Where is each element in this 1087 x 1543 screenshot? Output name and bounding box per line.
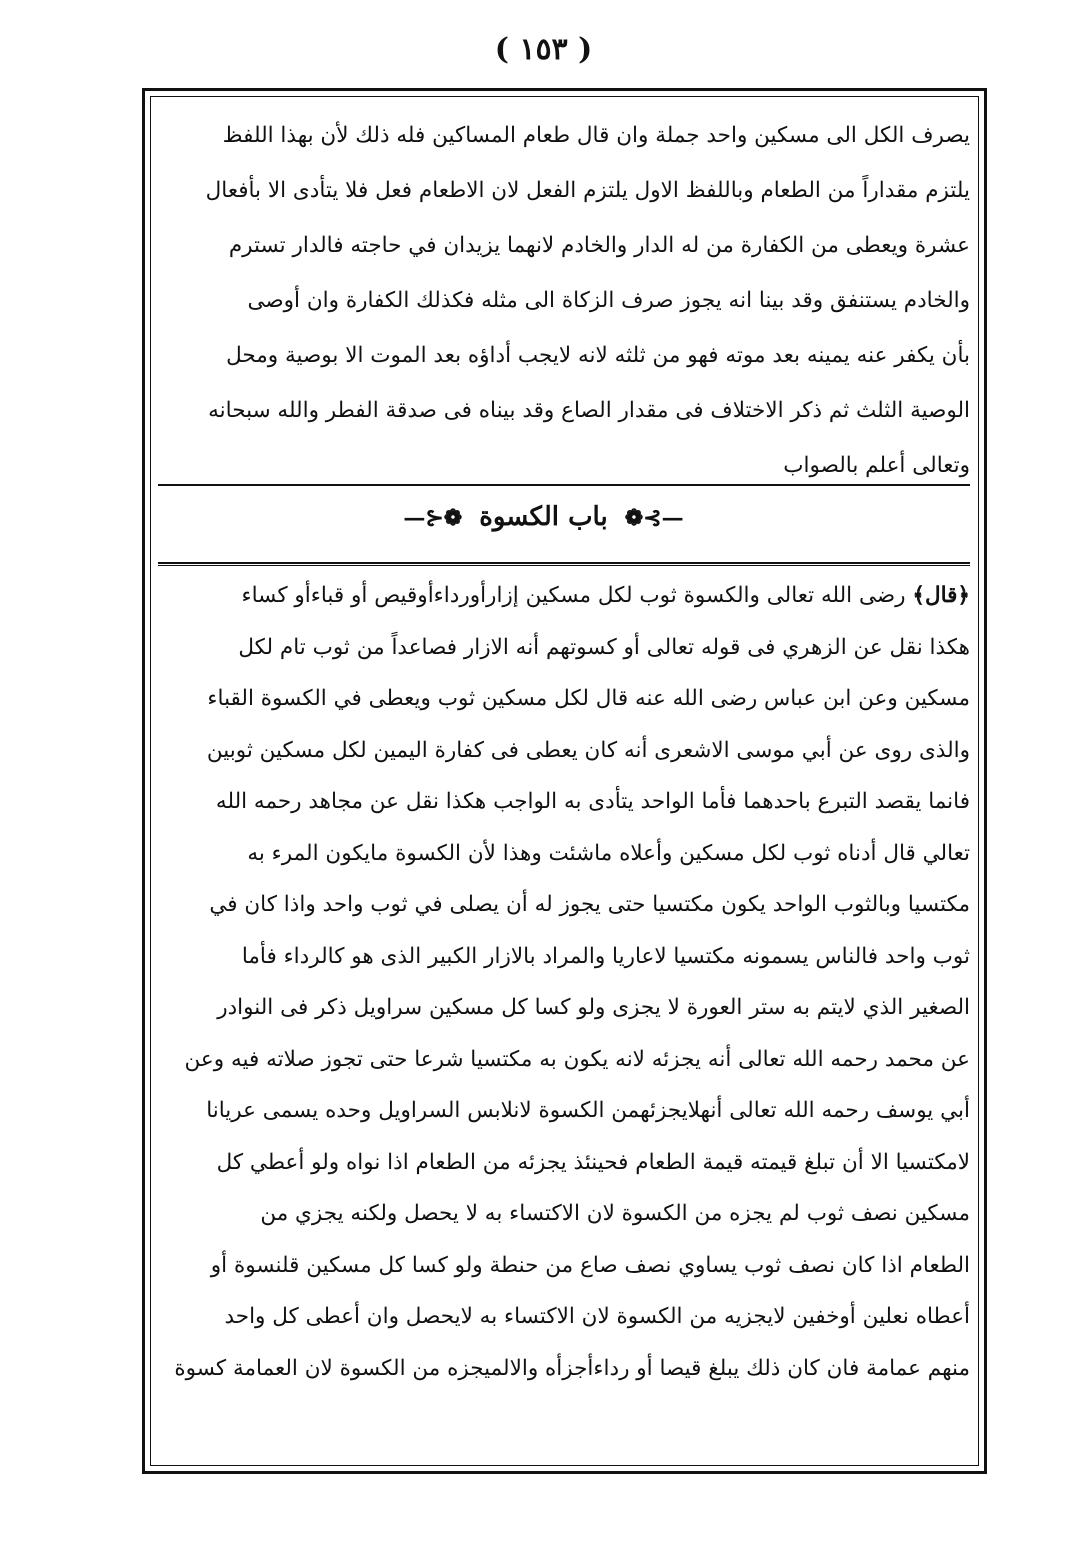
text-line: مسكين وعن ابن عباس رضى الله عنه قال لكل مسكين ثوب ويعطى في الكسوة القباء bbox=[207, 686, 970, 711]
text-line: والخادم يستنفق وقد بينا انه يجوز صرف الزكاة الى مثله فكذلك الكفارة وان أوصى bbox=[247, 288, 970, 313]
section-1-text bbox=[158, 108, 970, 493]
text-line: عشرة ويعطى من الكفارة من له الدار والخادم لانهما يزيدان في حاجته فالدار تسترم bbox=[228, 233, 970, 258]
chapter-title: باب الكسوة bbox=[479, 502, 608, 532]
text-line: يلتزم مقداراً من الطعام وباللفظ الاول يلتزم الفعل لان الاطعام فعل فلا يتأدى الا بأفعال bbox=[205, 178, 970, 203]
text-line: تعالي قال أدناه ثوب لكل مسكين وأعلاه ماشئت وهذا لأن الكسوة مايكون المرء به bbox=[247, 840, 970, 866]
ornament-left-icon: ❁⊰— bbox=[403, 505, 463, 531]
text-line: ثوب واحد فالناس يسمونه مكتسيا لاعاريا والمراد بالازار الكبير الذى هو كالرداء فأما bbox=[241, 943, 970, 969]
text-line: منهم عمامة فان كان ذلك يبلغ قيصا أو رداءأجزأه والالميجزه من الكسوة لان العمامة كسوة bbox=[174, 1355, 970, 1381]
text-line: أبي يوسف رحمه الله تعالى أنهلايجزئهمن الكسوة لانلابس السراويل وحده يسمى عريانا bbox=[206, 1098, 970, 1123]
ornament-right-icon: —⊱❁ bbox=[624, 505, 684, 531]
divider-top bbox=[158, 484, 970, 486]
section-2-text bbox=[158, 570, 970, 1394]
text-line: الصغير الذي لايتم به ستر العورة لا يجزى ولو كسا كل مسكين سراويل ذكر فى النوادر bbox=[217, 995, 970, 1020]
text-line: هكذا نقل عن الزهري فى قوله تعالى أو كسوتهم أنه الازار فصاعداً من ثوب تام لكل bbox=[238, 634, 970, 660]
text-line: وتعالى أعلم بالصواب bbox=[783, 453, 970, 478]
opening-word: ﴿قال﴾ bbox=[912, 583, 970, 608]
text-line: لامكتسيا الا أن تبلغ قيمته قيمة الطعام فحينئذ يجزئه من الطعام اذا نواه ولو أعطي كل bbox=[216, 1149, 970, 1175]
text-line: والذى روى عن أبي موسى الاشعرى أنه كان يعطى فى كفارة اليمين لكل مسكين ثوبين bbox=[206, 737, 970, 763]
first-line-text: رضى الله تعالى والكسوة ثوب لكل مسكين إزارأورداءأوقيص أو قباءأو كساء bbox=[241, 583, 913, 608]
text-line: يصرف الكل الى مسكين واحد جملة وان قال طعام المساكين فله ذلك لأن بهذا اللفظ bbox=[222, 123, 970, 148]
chapter-heading bbox=[0, 502, 1087, 532]
text-line: مكتسيا وبالثوب الواحد يكون مكتسيا حتى يجوز له أن يصلى في ثوب واحد واذا كان في bbox=[209, 892, 970, 917]
page-number: ( ١٥٣ ) bbox=[494, 32, 593, 67]
text-line: أعطاه نعلين أوخفين لايجزيه من الكسوة لان الاكتساء به لايحصل وان أعطى كل واحد bbox=[224, 1304, 970, 1329]
divider-bottom bbox=[158, 562, 970, 564]
text-line: الطعام اذا كان نصف ثوب يساوي نصف صاع من حنطة ولو كسا كل مسكين قلنسوة أو bbox=[210, 1252, 970, 1278]
divider-bottom-thin bbox=[158, 565, 970, 566]
text-line: فانما يقصد التبرع باحدهما فأما الواحد يتأدى به الواجب هكذا نقل عن مجاهد رحمه الله bbox=[215, 789, 970, 814]
text-line-first bbox=[158, 570, 970, 622]
text-line: الوصية الثلث ثم ذكر الاختلاف فى مقدار الصاع وقد بيناه فى صدقة الفطر والله سبحانه bbox=[208, 398, 970, 423]
text-line: مسكين نصف ثوب لم يجزه من الكسوة لان الاكتساء به لا يحصل ولكنه يجزي من bbox=[260, 1201, 970, 1226]
text-line: عن محمد رحمه الله تعالى أنه يجزئه لانه يكون به مكتسيا شرعا حتى تجوز صلاته فيه وعن bbox=[184, 1046, 970, 1072]
text-line: بأن يكفر عنه يمينه بعد موته فهو من ثلثه لانه لايجب أداؤه بعد الموت الا بوصية ومحل bbox=[226, 343, 970, 368]
